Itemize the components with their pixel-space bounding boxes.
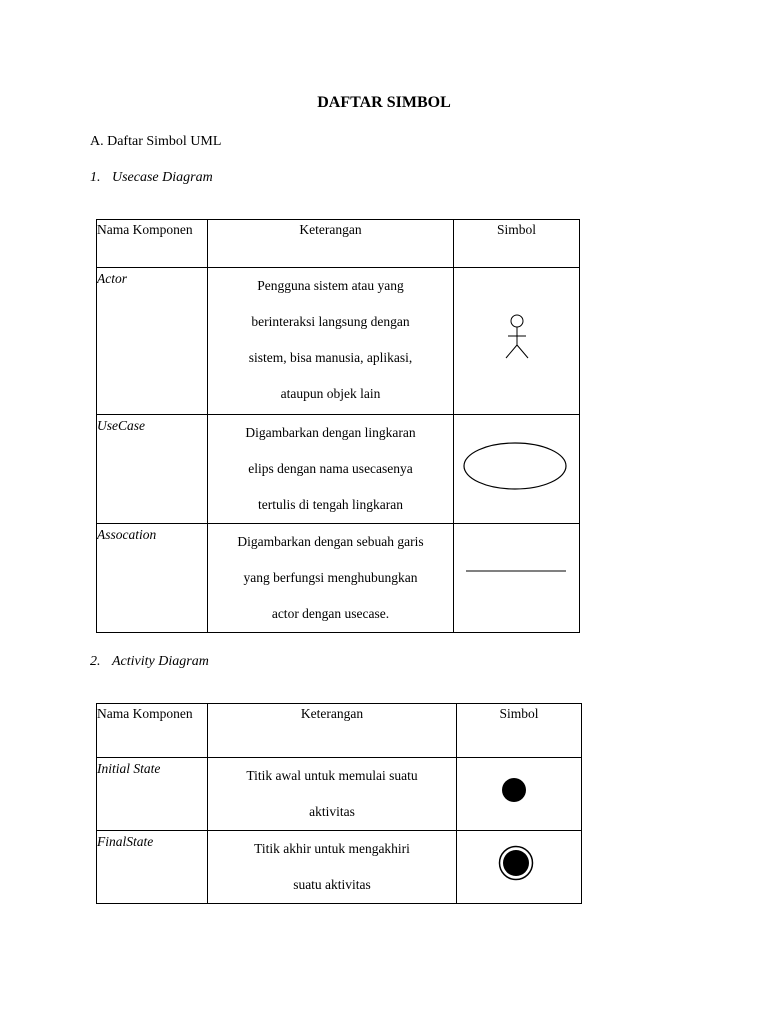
table-row xyxy=(97,758,582,831)
component-description: Pengguna sistem atau yang berinteraksi langsung dengan sistem, bisa manusia, aplikasi, ataupun objek lain xyxy=(208,268,454,415)
component-name: Assocation xyxy=(97,524,208,633)
activity-symbol-table xyxy=(96,703,582,904)
stick-figure-actor-icon xyxy=(504,314,530,362)
header-keterangan: Keterangan xyxy=(208,220,454,268)
subsection-activity-heading xyxy=(90,654,209,670)
table-row xyxy=(97,268,580,415)
header-simbol: Simbol xyxy=(454,220,580,268)
usecase-symbol-table xyxy=(96,219,580,633)
subsection-label: Usecase Diagram xyxy=(112,170,213,185)
component-description: Digambarkan dengan sebuah garis yang berfungsi menghubungkan actor dengan usecase. xyxy=(208,524,454,633)
bullseye-circle-icon xyxy=(498,845,534,881)
symbol-cell xyxy=(457,831,582,904)
subsection-number: 2. xyxy=(90,654,101,669)
component-description: Digambarkan dengan lingkaran elips dengan nama usecasenya tertulis di tengah lingkaran xyxy=(208,415,454,524)
section-heading: A. Daftar Simbol UML xyxy=(90,134,222,149)
component-name: Actor xyxy=(97,268,208,415)
line-icon xyxy=(464,569,568,573)
table-header-row xyxy=(97,220,580,268)
symbol-cell xyxy=(457,758,582,831)
component-description: Titik awal untuk memulai suatu aktivitas xyxy=(208,758,457,831)
table-row xyxy=(97,524,580,633)
component-name: FinalState xyxy=(97,831,208,904)
page-title: DAFTAR SIMBOL xyxy=(317,94,451,111)
component-description: Titik akhir untuk mengakhiri suatu aktivitas xyxy=(208,831,457,904)
symbol-cell xyxy=(454,415,580,524)
header-nama-komponen: Nama Komponen xyxy=(97,220,208,268)
filled-circle-icon xyxy=(501,777,527,803)
subsection-label: Activity Diagram xyxy=(112,654,209,669)
ellipse-icon xyxy=(462,441,568,491)
table-header-row xyxy=(97,704,582,758)
header-keterangan: Keterangan xyxy=(208,704,457,758)
header-nama-komponen: Nama Komponen xyxy=(97,704,208,758)
subsection-usecase-heading xyxy=(90,170,213,186)
symbol-cell xyxy=(454,524,580,633)
subsection-number: 1. xyxy=(90,170,101,185)
table-row xyxy=(97,831,582,904)
symbol-cell xyxy=(454,268,580,415)
header-simbol: Simbol xyxy=(457,704,582,758)
component-name: UseCase xyxy=(97,415,208,524)
component-name: Initial State xyxy=(97,758,208,831)
table-row xyxy=(97,415,580,524)
